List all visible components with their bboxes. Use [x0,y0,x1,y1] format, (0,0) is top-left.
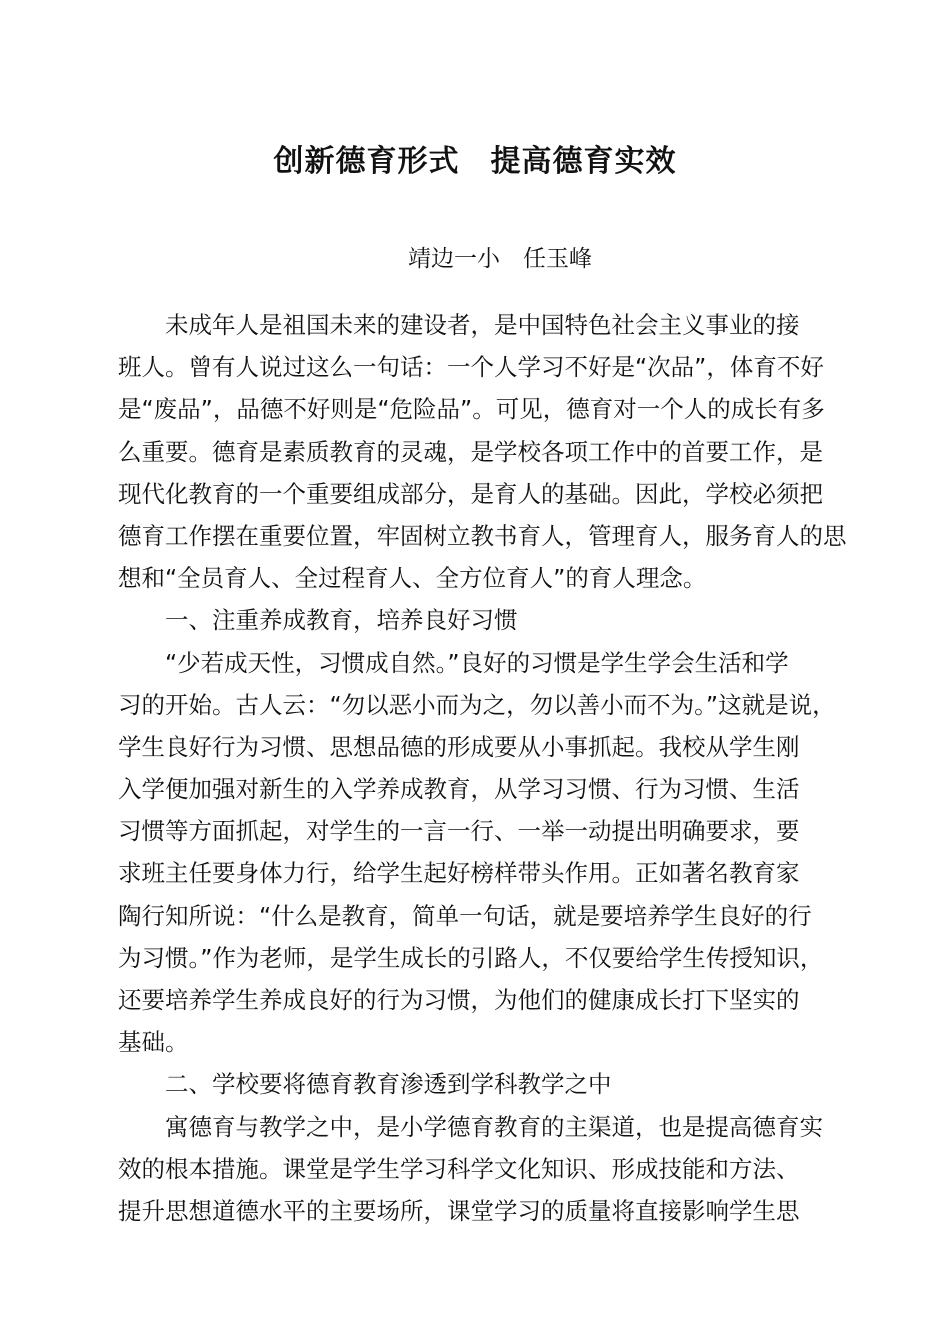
paragraph-line: 陶行知所说：“什么是教育，简单一句话，就是要培养学生良好的行 [118,901,812,930]
document-title: 创新德育形式 提高德育实效 [273,144,677,179]
section-heading: 二、学校要将德育教育渗透到学科教学之中 [165,1070,612,1099]
section-heading: 一、注重养成教育，培养良好习惯 [165,606,518,635]
paragraph-line: 为习惯。”作为老师，是学生成长的引路人，不仅要给学生传授知识， [118,943,824,972]
paragraph-line: 么重要。德育是素质教育的灵魂，是学校各项工作中的首要工作，是 [118,437,823,466]
paragraph-line: 入学便加强对新生的入学养成教育，从学习习惯、行为习惯、生活 [118,775,800,804]
paragraph-line: 效的根本措施。课堂是学生学习科学文化知识、形成技能和方法、 [118,1154,800,1183]
paragraph-line: 德育工作摆在重要位置，牢固树立教书育人，管理育人，服务育人的思 [118,521,847,550]
paragraph-line: “少若成天性，习惯成自然。”良好的习惯是学生学会生活和学 [165,648,789,677]
paragraph-line: 习的开始。古人云：“勿以恶小而为之，勿以善小而不为。”这就是说， [118,690,836,719]
paragraph-line: 现代化教育的一个重要组成部分，是育人的基础。因此，学校必须把 [118,479,823,508]
paragraph-line: 提升思想道德水平的主要场所，课堂学习的质量将直接影响学生思 [118,1196,800,1225]
paragraph-line: 基础。 [118,1028,189,1057]
paragraph-line: 习惯等方面抓起，对学生的一言一行、一举一动提出明确要求，要 [118,817,800,846]
paragraph-line: 求班主任要身体力行，给学生起好榜样带头作用。正如著名教育家 [118,859,800,888]
paragraph-line: 寓德育与教学之中，是小学德育教育的主渠道，也是提高德育实 [165,1112,823,1141]
paragraph-line: 还要培养学生养成良好的行为习惯，为他们的健康成长打下坚实的 [118,986,800,1014]
document-body [118,304,847,1232]
paragraph-line: 班人。曾有人说过这么一句话：一个人学习不好是“次品”，体育不好 [118,353,824,382]
paragraph-line: 想和“全员育人、全过程育人、全方位育人”的育人理念。 [118,564,707,593]
paragraph-line: 未成年人是祖国未来的建设者，是中国特色社会主义事业的接 [165,311,800,339]
paragraph-line: 学生良好行为习惯、思想品德的形成要从小事抓起。我校从学生刚 [118,732,800,761]
paragraph-line: 是“废品”，品德不好则是“危险品”。可见，德育对一个人的成长有多 [118,395,825,424]
document-author: 靖边一小 任玉峰 [408,246,592,272]
